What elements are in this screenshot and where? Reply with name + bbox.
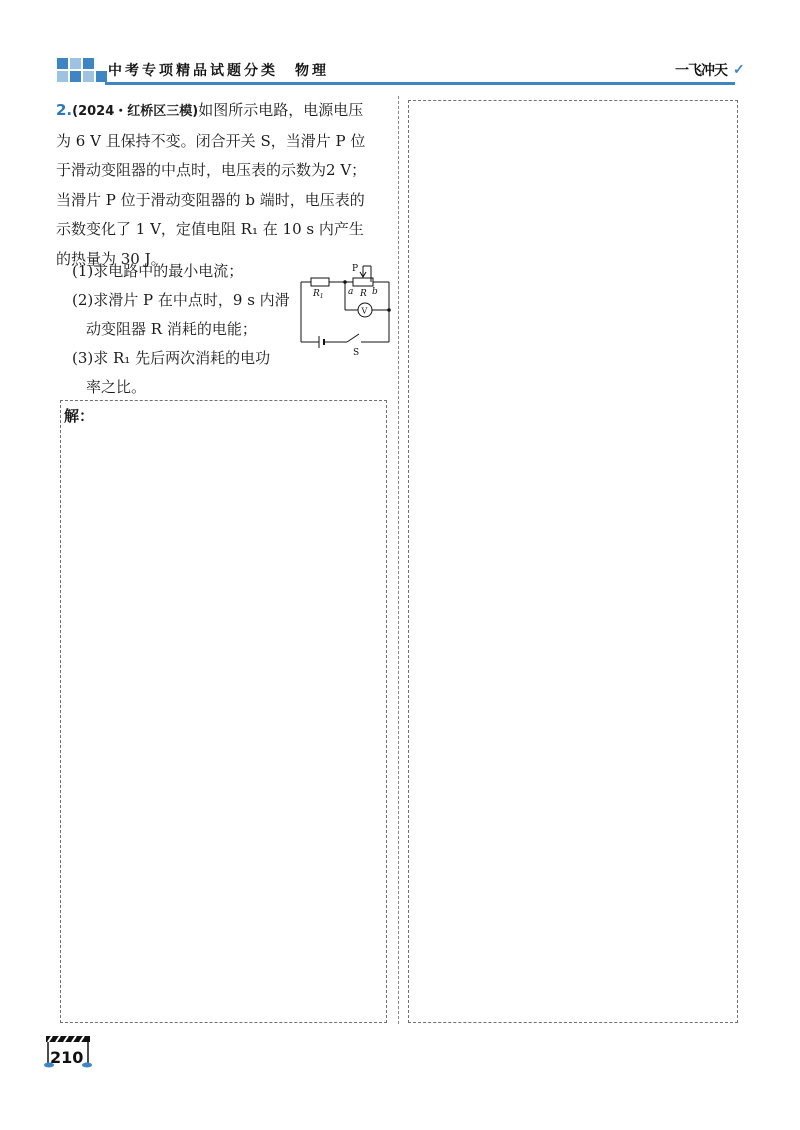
sub-question-text: 动变阻器 R 消耗的电能； xyxy=(86,320,257,338)
question-source: (2024・红桥区三模) xyxy=(72,104,199,119)
problem-statement xyxy=(56,96,391,274)
answer-box[interactable] xyxy=(60,400,387,1023)
circuit-diagram xyxy=(297,262,397,362)
sub-question-text: (3)求 R₁ 先后两次消耗的电功 xyxy=(72,349,271,367)
problem-text: 为 6 V 且保持不变。闭合开关 S，当滑片 P 位 xyxy=(56,131,366,150)
rheostat-r xyxy=(353,278,373,286)
sub-question-1 xyxy=(72,257,243,286)
label-s: S xyxy=(353,348,360,358)
problem-text: 于滑动变阻器的中点时，电压表的示数为2 V； xyxy=(56,161,367,179)
label-r1: R xyxy=(313,289,320,299)
answer-label: 解： xyxy=(64,407,95,425)
switch-s xyxy=(347,334,359,342)
page-header xyxy=(45,46,755,86)
page-number: 210 xyxy=(50,1048,84,1067)
label-p: P xyxy=(352,264,359,274)
label-a: a xyxy=(348,287,354,297)
problem-text: 示数变化了 1 V，定值电阻 R₁ 在 10 s 内产生 xyxy=(56,220,364,238)
label-r: R xyxy=(360,289,367,299)
sub-question-text: (1)求电路中的最小电流； xyxy=(72,262,244,280)
column-divider xyxy=(398,96,399,1024)
sub-question-text: 率之比。 xyxy=(86,378,147,396)
sub-question-3 xyxy=(72,344,270,402)
problem-text: 如图所示电路，电源电压 xyxy=(198,101,364,119)
question-number: 2. xyxy=(56,101,73,119)
problem-line-1 xyxy=(56,96,391,127)
sub-question-2 xyxy=(72,286,290,344)
label-v: V xyxy=(361,306,368,316)
label-b: b xyxy=(372,287,378,297)
brand-check-icon: ✓ xyxy=(733,62,745,78)
header-rule xyxy=(105,82,735,85)
label-r1-sub: 1 xyxy=(319,293,324,300)
problem-text: 的热量为 30 J。 xyxy=(56,249,166,268)
svg-text:R1 xyxy=(312,289,324,300)
header-title: 中考专项精品试题分类 物理 xyxy=(108,63,329,79)
problem-text: 当滑片 P 位于滑动变阻器的 b 端时，电压表的 xyxy=(56,190,365,209)
header-logo-icon xyxy=(57,58,115,84)
resistor-r1 xyxy=(311,278,329,286)
sub-question-text: (2)求滑片 P 在中点时，9 s 内滑 xyxy=(72,291,290,309)
brand-logo: 一飞冲天 xyxy=(675,63,727,79)
answer-box-right[interactable] xyxy=(408,100,738,1023)
